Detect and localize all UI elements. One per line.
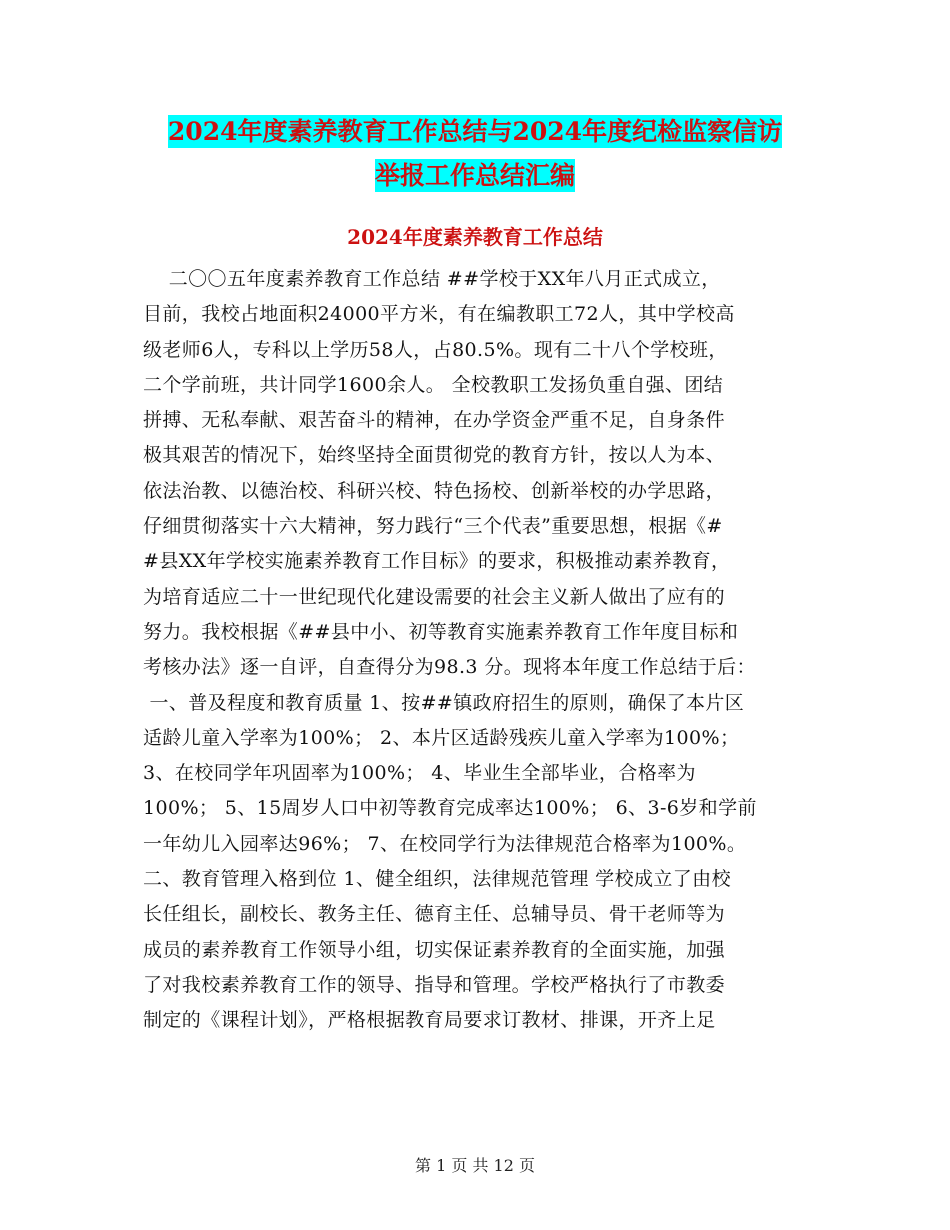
text-line: 级老师6人，专科以上学历58人，占80.5%。现有二十八个学校班， [143,338,728,361]
text-line: 依法治教、以德治校、科研兴校、特色扬校、创新举校的办学思路， [143,479,726,502]
title-line-2: 举报工作总结汇编 [374,161,575,190]
body-text [143,262,823,1039]
text-line: 为培育适应二十一世纪现代化建设需要的社会主义新人做出了应有的 [143,585,726,608]
text-line: 仔细贯彻落实十六大精神，努力践行“三个代表”重要思想，根据《# [143,515,723,538]
section-title: 2024年度素养教育工作总结 [347,225,603,249]
text-line: 考核办法》逐一自评，自查得分为98.3 分。现将本年度工作总结于后： [143,656,756,679]
text-line: 目前，我校占地面积24000平方米，有在编教职工72人，其中学校高 [143,303,735,326]
text-line: 二〇〇五年度素养教育工作总结 ##学校于XX年八月正式成立， [143,268,721,290]
text-line: 努力。我校根据《##县中小、初等教育实施素养教育工作年度目标和 [143,620,739,643]
text-line: 拼搏、无私奉献、艰苦奋斗的精神，在办学资金严重不足，自身条件 [143,409,726,432]
text-line: 一、普及程度和教育质量 1、按##镇政府招生的原则，确保了本片区 [143,691,745,714]
text-line: 成员的素养教育工作领导小组，切实保证素养教育的全面实施，加强 [143,938,726,961]
text-line: 100%； 5、15周岁人口中初等教育完成率达100%； 6、3-6岁和学前 [143,797,757,820]
text-line: 了对我校素养教育工作的领导、指导和管理。学校严格执行了市教委 [143,973,726,996]
text-line: #县XX年学校实施素养教育工作目标》的要求，积极推动素养教育， [143,550,731,573]
text-line: 适龄儿童入学率为100%； 2、本片区适龄残疾儿童入学率为100%； [143,726,740,749]
page-footer: 第 1 页 共 12 页 [415,1156,535,1175]
text-line: 二、教育管理入格到位 1、健全组织，法律规范管理 学校成立了由校 [143,868,731,891]
text-line: 制定的《课程计划》，严格根据教育局要求订教材、排课，开齐上足 [143,1009,716,1032]
text-line: 极其艰苦的情况下，始终坚持全面贯彻党的教育方针，按以人为本、 [143,444,726,467]
document-title [0,110,950,198]
text-line: 长任组长，副校长、教务主任、德育主任、总辅导员、骨干老师等为 [143,903,726,926]
text-line: 3、在校同学年巩固率为100%； 4、毕业生全部毕业，合格率为 [143,762,696,785]
text-line: 二个学前班，共计同学1600余人。 全校教职工发扬负重自强、团结 [143,373,724,396]
text-line: 一年幼儿入园率达96%； 7、在校同学行为法律规范合格率为100%。 [143,832,747,855]
title-line-1: 2024年度素养教育工作总结与2024年度纪检监察信访 [167,117,783,146]
